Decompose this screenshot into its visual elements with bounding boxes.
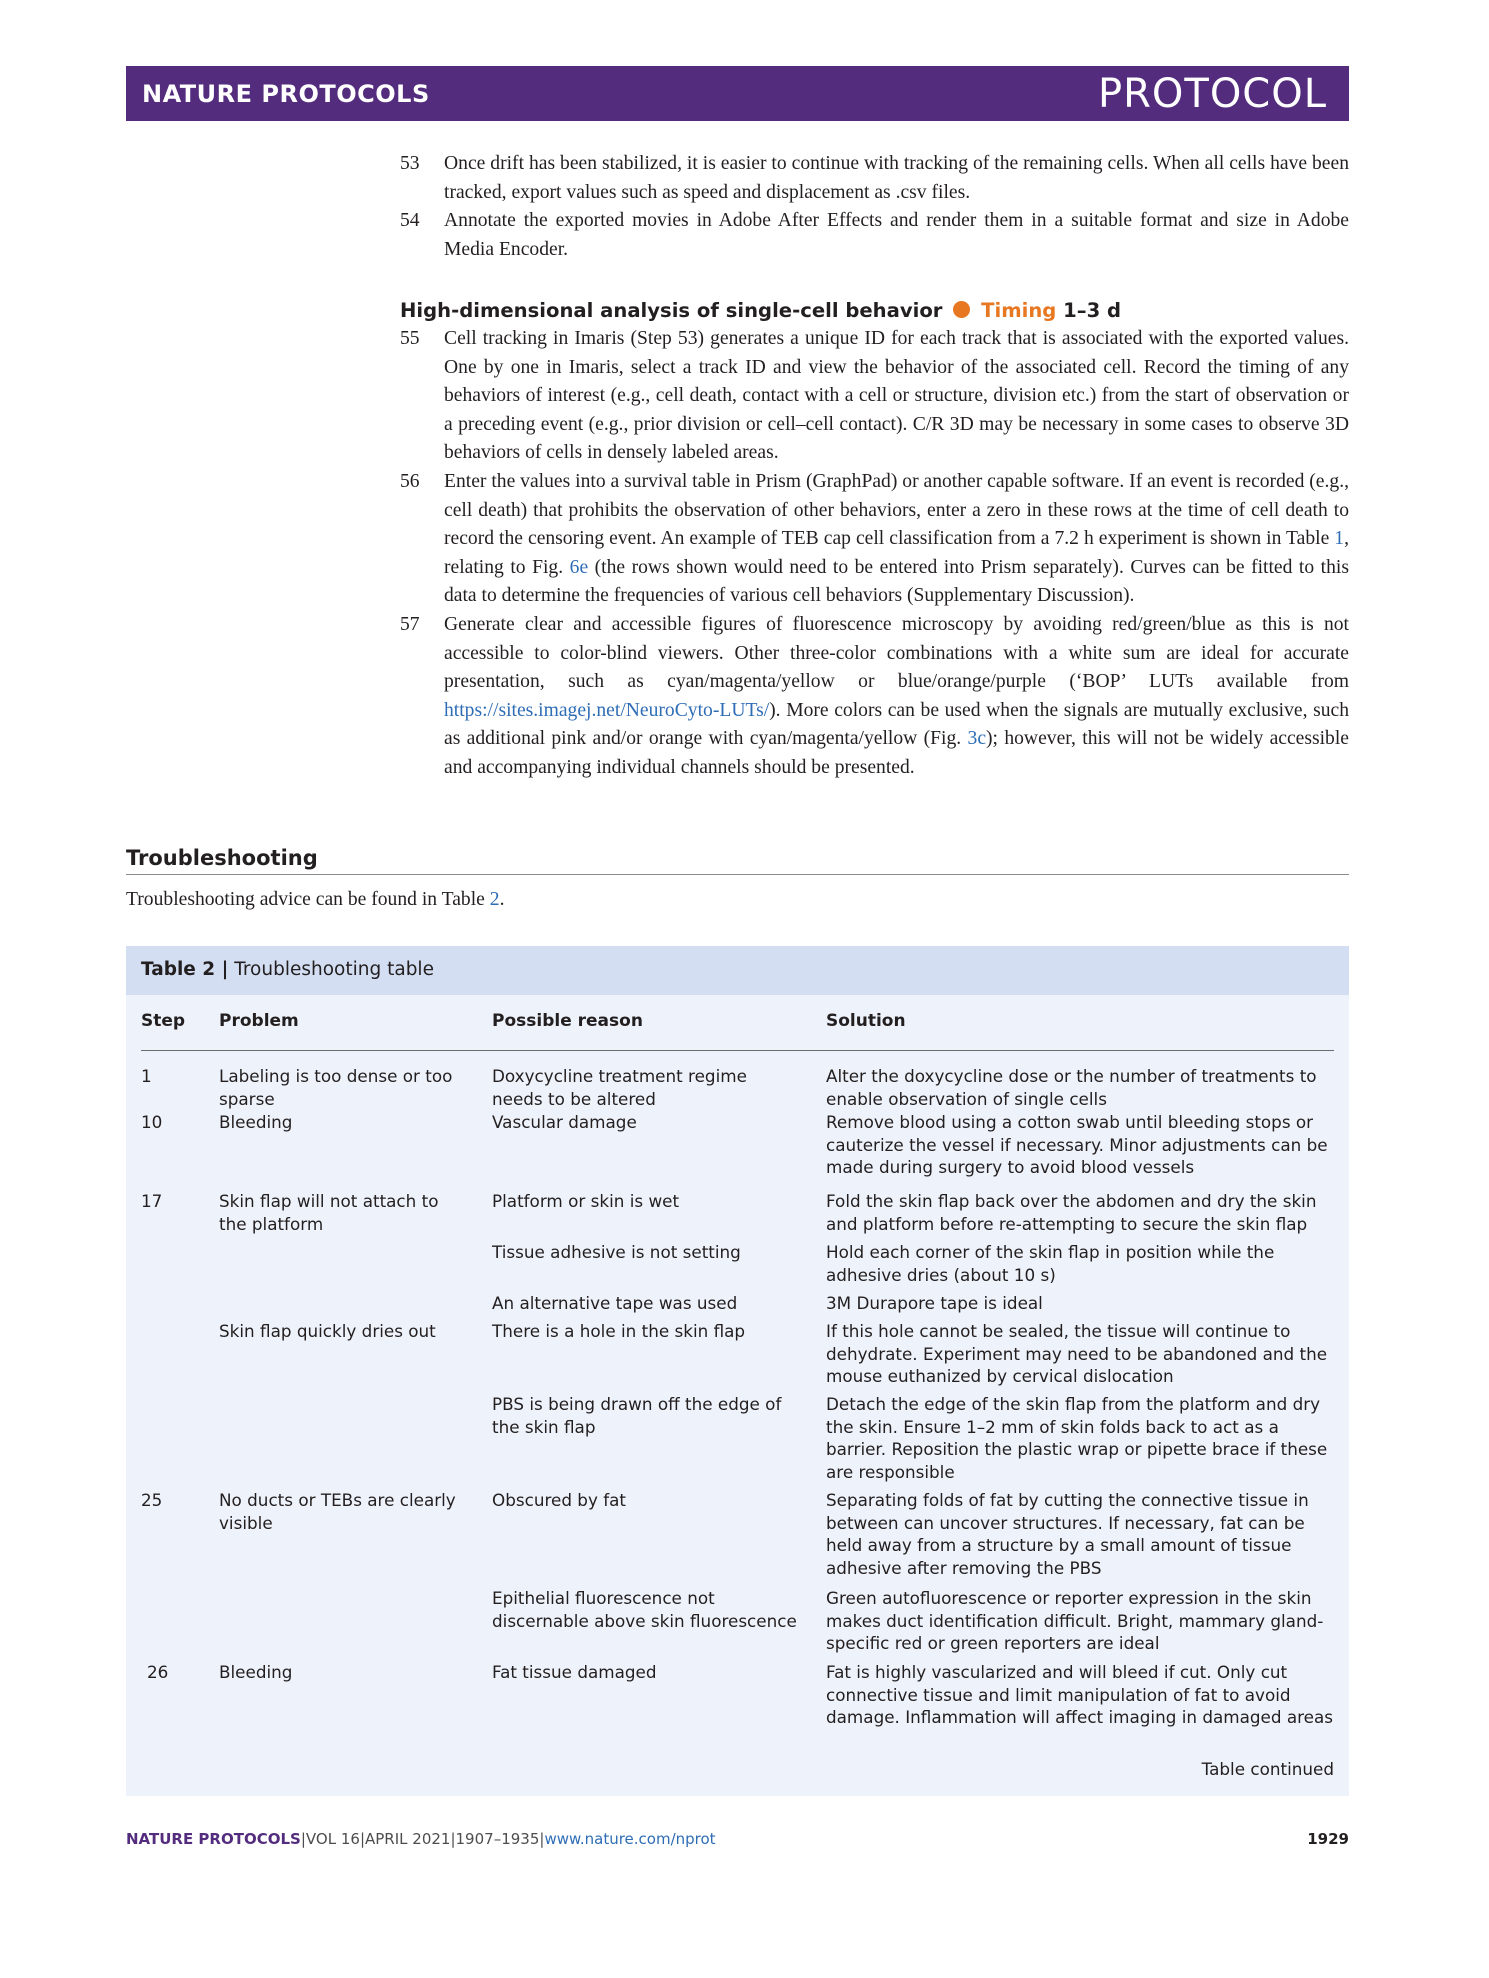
table-caption bbox=[126, 946, 1349, 995]
step-number: 55 bbox=[400, 328, 420, 349]
row-reason: PBS is being drawn off the edge of the skin flap bbox=[492, 1394, 782, 1437]
page-footer bbox=[126, 1829, 1349, 1849]
row-problem: Skin flap will not attach to the platform bbox=[219, 1191, 439, 1234]
section-heading bbox=[400, 297, 1121, 325]
footer-journal: NATURE PROTOCOLS bbox=[126, 1830, 301, 1848]
troubleshooting-heading: Troubleshooting bbox=[126, 843, 1349, 875]
step-number: 57 bbox=[400, 613, 420, 635]
fig-3c-link[interactable]: 3c bbox=[967, 728, 987, 750]
step-text-part: , relating to Fig. bbox=[444, 528, 1349, 578]
step-text: Cell tracking in Imaris (Step 53) generates a unique ID for each track that is associated with the exported values. One by one in Imaris, select a track ID and view the behavior of the associated cell. Record the timing of any behaviors of interest (e.g., cell death, contact with a cell or structure, division etc.) from the start of observation or a preceding event (e.g., prior division or cell–cell contact). C/R 3D may be necessary in some cases to observe 3D behaviors of cells in densely labeled areas. bbox=[444, 328, 1349, 464]
row-reason: An alternative tape was used bbox=[492, 1293, 738, 1313]
step-text: Annotate the exported movies in Adobe After Effects and render them in a suitable format and size in Adobe Media Encoder. bbox=[444, 210, 1349, 260]
step-text-part: ). More colors can be used when the signals are mutually exclusive, such as additional pink and/or orange with cyan/magenta/yellow (Fig. bbox=[444, 699, 1349, 750]
row-reason: Obscured by fat bbox=[492, 1490, 626, 1510]
troubleshooting-text-end: . bbox=[499, 889, 505, 910]
row-step: 1 bbox=[141, 1066, 152, 1086]
row-step: 17 bbox=[141, 1191, 163, 1211]
table-2-link[interactable]: 2 bbox=[489, 889, 500, 910]
step-53 bbox=[400, 150, 1349, 207]
row-reason: Epithelial fluorescence not discernable above skin fluorescence bbox=[492, 1588, 797, 1631]
timing-label: Timing bbox=[981, 299, 1057, 322]
row-solution: Detach the edge of the skin flap from the platform and dry the skin. Ensure 1–2 mm of skin folds back to act as a barrier. Reposition the plastic wrap or pipette brace if these are responsible bbox=[826, 1394, 1328, 1482]
step-text-part: Generate clear and accessible figures of fluorescence microscopy by avoiding red/green/blue as this is not accessible to color-blind viewers. Other three-color combinations with a white sum are ideal for accurate presentation, such as cyan/magenta/yellow or blue/orange/purple (‘BOP’ LUTs available from bbox=[444, 613, 1349, 693]
step-text-part: ); however, this will not be widely accessible and accompanying individual channels should be presented. bbox=[444, 728, 1349, 778]
step-number: 54 bbox=[400, 210, 420, 232]
steps-top bbox=[400, 150, 1349, 264]
header-problem: Problem bbox=[219, 1011, 299, 1031]
header-reason: Possible reason bbox=[492, 1011, 643, 1031]
row-solution: Alter the doxycycline dose or the number of treatments to enable observation of single cells bbox=[826, 1066, 1317, 1109]
row-problem: Bleeding bbox=[219, 1112, 293, 1132]
step-text: Once drift has been stabilized, it is easier to continue with tracking of the remaining cells. When all cells have been tracked, export values such as speed and displacement as .csv files. bbox=[444, 153, 1349, 203]
steps-main bbox=[400, 325, 1349, 783]
row-solution: Fold the skin flap back over the abdomen and dry the skin and platform before re-attempting to secure the skin flap bbox=[826, 1191, 1317, 1234]
row-solution: 3M Durapore tape is ideal bbox=[826, 1293, 1043, 1313]
step-text bbox=[444, 614, 1349, 778]
step-54 bbox=[400, 207, 1349, 264]
row-reason: Platform or skin is wet bbox=[492, 1191, 680, 1211]
step-number: 53 bbox=[400, 153, 420, 174]
step-text bbox=[444, 471, 1349, 606]
step-number: 56 bbox=[400, 470, 420, 492]
table-caption-title: Troubleshooting table bbox=[234, 959, 434, 980]
step-56 bbox=[400, 468, 1349, 611]
timing-dot-icon bbox=[953, 301, 970, 318]
footer-separator: | bbox=[359, 1830, 365, 1848]
neurocyto-luts-link[interactable]: https://sites.imagej.net/NeuroCyto-LUTs/ bbox=[444, 699, 770, 721]
table-continued: Table continued bbox=[1201, 1759, 1334, 1779]
footer-pages: 1907–1935 bbox=[455, 1830, 540, 1848]
table-caption-label: Table 2 | bbox=[141, 959, 229, 980]
table-1-link[interactable]: 1 bbox=[1334, 528, 1345, 550]
footer-separator: | bbox=[450, 1830, 456, 1848]
row-solution: Remove blood using a cotton swab until bleeding stops or cauterize the vessel if necessary. Minor adjustments can be made during surgery to avoid blood vessels bbox=[826, 1112, 1328, 1177]
row-step: 26 bbox=[147, 1662, 169, 1682]
section-title: High-dimensional analysis of single-cell behavior bbox=[400, 299, 943, 322]
troubleshooting-table bbox=[126, 946, 1349, 1796]
footer-separator: | bbox=[300, 1830, 306, 1848]
row-solution: If this hole cannot be sealed, the tissue will continue to dehydrate. Experiment may need to be abandoned and the mouse euthanized by cervical dislocation bbox=[826, 1321, 1328, 1386]
header-solution: Solution bbox=[826, 1011, 906, 1031]
row-solution: Fat is highly vascularized and will bleed if cut. Only cut connective tissue and limit manipulation of fat to avoid damage. Inflammation will affect imaging in damaged areas bbox=[826, 1662, 1334, 1727]
footer-volume: VOL 16 bbox=[305, 1830, 360, 1848]
fig-6e-link[interactable]: 6e bbox=[569, 556, 589, 578]
troubleshooting-text bbox=[126, 886, 504, 914]
row-problem: No ducts or TEBs are clearly visible bbox=[219, 1490, 456, 1533]
footer-separator: | bbox=[539, 1830, 545, 1848]
row-solution: Hold each corner of the skin flap in position while the adhesive dries (about 10 s) bbox=[826, 1242, 1275, 1285]
step-text-part: (the rows shown would need to be entered into Prism separately). Curves can be fitted to this data to determine the frequencies of various cell behaviors (Supplementary Discussion). bbox=[444, 556, 1349, 607]
row-problem: Skin flap quickly dries out bbox=[219, 1321, 436, 1341]
header-journal-name: NATURE PROTOCOLS bbox=[142, 80, 430, 108]
row-problem: Labeling is too dense or too sparse bbox=[219, 1066, 453, 1109]
row-reason: Tissue adhesive is not setting bbox=[492, 1242, 741, 1262]
table-caption-text bbox=[141, 959, 434, 980]
row-reason: Fat tissue damaged bbox=[492, 1662, 657, 1682]
header-bar bbox=[126, 66, 1349, 121]
footer-url-link[interactable]: www.nature.com/nprot bbox=[544, 1830, 716, 1848]
row-step: 25 bbox=[141, 1490, 163, 1510]
footer-date: APRIL 2021 bbox=[365, 1830, 451, 1848]
row-reason: Doxycycline treatment regime needs to be altered bbox=[492, 1066, 747, 1109]
table-header-rule bbox=[141, 1050, 1334, 1051]
step-text-part: Enter the values into a survival table in Prism (GraphPad) or another capable software. If an event is recorded (e.g., cell death) that prohibits the observation of other behaviors, enter a zero in these rows at the time of cell death to record the censoring event. An example of TEB cap cell classification from a 7.2 h experiment is shown in Table bbox=[444, 470, 1349, 550]
row-reason: Vascular damage bbox=[492, 1112, 637, 1132]
timing-value: 1–3 d bbox=[1063, 299, 1122, 322]
row-solution: Green autofluorescence or reporter expression in the skin makes duct identification difficult. Bright, mammary gland-specific red or green reporters are ideal bbox=[826, 1588, 1324, 1653]
page-number: 1929 bbox=[1307, 1830, 1349, 1848]
step-57 bbox=[400, 611, 1349, 783]
header-article-type: PROTOCOL bbox=[1097, 71, 1327, 117]
row-solution: Separating folds of fat by cutting the connective tissue in between can uncover structures. If necessary, fat can be held away from a structure by a small amount of tissue adhesive after removing the PBS bbox=[826, 1490, 1309, 1578]
troubleshooting-text-part: Troubleshooting advice can be found in Table bbox=[126, 889, 490, 910]
row-step: 10 bbox=[141, 1112, 163, 1132]
step-55 bbox=[400, 325, 1349, 468]
header-step: Step bbox=[141, 1011, 186, 1031]
row-problem: Bleeding bbox=[219, 1662, 293, 1682]
row-reason: There is a hole in the skin flap bbox=[492, 1321, 746, 1341]
